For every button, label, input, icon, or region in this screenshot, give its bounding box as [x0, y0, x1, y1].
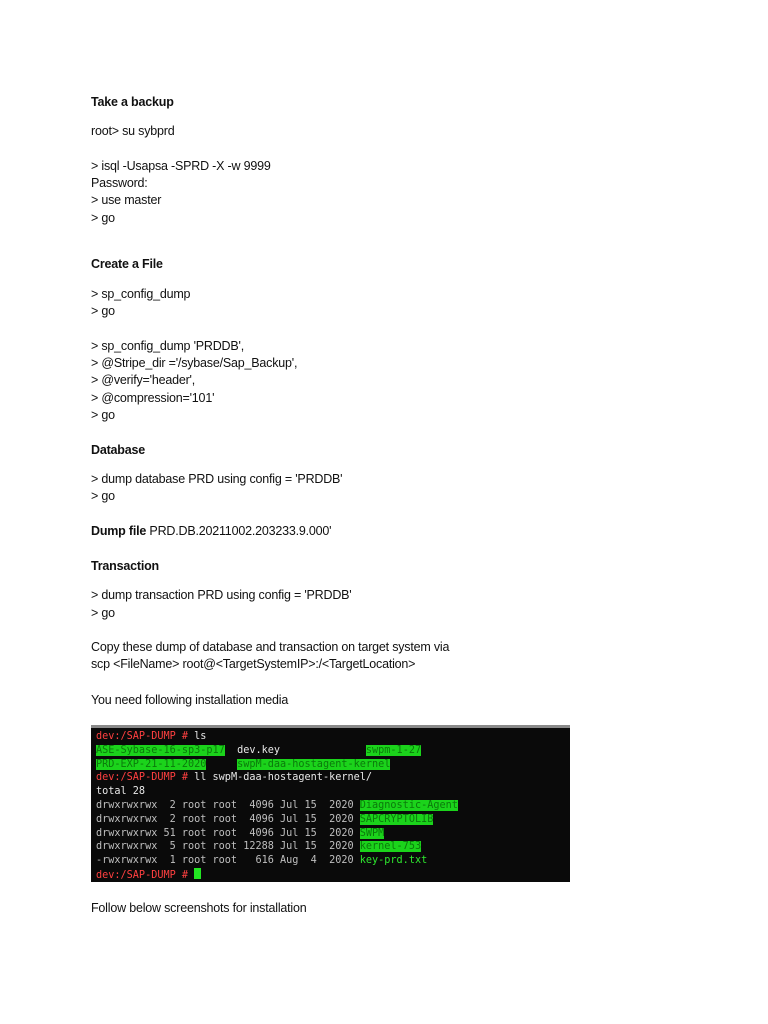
heading-transaction: Transaction: [91, 559, 159, 573]
verify-line: > @verify='header',: [91, 373, 195, 387]
file-entry: key-prd.txt: [359, 855, 428, 867]
copy-instruction-line: Copy these dump of database and transaction on target system via: [91, 640, 450, 654]
dir-entry: kernel-753: [359, 841, 422, 853]
dir-entry: SWPM: [359, 827, 385, 839]
terminal-line: drwxrwxrwx 51 root root 4096 Jul 15 2020 SWPM: [96, 827, 385, 839]
stripe-dir-line: > @Stripe_dir ='/sybase/Sap_Backup',: [91, 356, 298, 370]
config-dump-prddb-line: > sp_config_dump 'PRDDB',: [91, 339, 244, 353]
su-command-line: root> su sybprd: [91, 124, 175, 138]
dump-database-line: > dump database PRD using config = 'PRDDB': [91, 472, 343, 486]
ls-entry: dev.key: [224, 744, 366, 756]
ls-entry: swpM-daa-hostagent-kernel: [237, 758, 391, 770]
dir-entry: SAPCRYPTOLIB: [359, 813, 434, 825]
terminal-line: [96, 730, 570, 744]
terminal-prompt: dev:/SAP-DUMP #: [96, 731, 195, 742]
use-master-line: > use master: [91, 193, 162, 207]
go-line: > go: [91, 304, 115, 318]
installation-media-text: You need following installation media: [91, 693, 289, 707]
go-line: > go: [91, 489, 115, 503]
terminal-line: [96, 868, 570, 882]
terminal-line: drwxrwxrwx 2 root root 4096 Jul 15 2020 SAPCRYPTOLIB: [96, 813, 434, 825]
terminal-line: [96, 758, 570, 772]
terminal-line: [96, 785, 570, 799]
config-dump-line: > sp_config_dump: [91, 287, 191, 301]
ls-entry: swpm-1-27: [365, 744, 422, 756]
terminal-line: [96, 771, 570, 785]
terminal-line: drwxrwxrwx 5 root root 12288 Jul 15 2020 kernel-753: [96, 841, 422, 853]
dump-file-line: [91, 523, 331, 540]
isql-line: > isql -Usapsa -SPRD -X -w 9999: [91, 159, 271, 173]
heading-create-file: Create a File: [91, 257, 163, 271]
go-line: > go: [91, 211, 115, 225]
heading-take-backup: Take a backup: [91, 95, 174, 109]
dump-file-label: Dump file: [91, 524, 147, 538]
dump-transaction-line: > dump transaction PRD using config = 'PRDDB': [91, 588, 352, 602]
compression-line: > @compression='101': [91, 391, 215, 405]
terminal-command: ll swpM-daa-hostagent-kernel/: [194, 772, 373, 784]
terminal-prompt: dev:/SAP-DUMP #: [96, 772, 195, 784]
dump-file-value: PRD.DB.20211002.203233.9.000': [146, 524, 332, 538]
go-line: > go: [91, 606, 115, 620]
ls-entry: ASE-Sybase-16-sp3-p17: [96, 744, 225, 756]
terminal-command: ls: [194, 731, 207, 742]
terminal-prompt: dev:/SAP-DUMP #: [96, 869, 195, 881]
terminal-line: drwxrwxrwx 2 root root 4096 Jul 15 2020 Diagnostic-Agent: [96, 799, 458, 811]
scp-command-line: scp <FileName> root@<TargetSystemIP>:/<TargetLocation>: [91, 657, 416, 671]
terminal-total: total 28: [96, 786, 146, 798]
go-line: > go: [91, 408, 115, 422]
password-line: Password:: [91, 176, 148, 190]
heading-database: Database: [91, 443, 145, 457]
dir-entry: Diagnostic-Agent: [359, 799, 458, 811]
follow-screenshots-text: Follow below screenshots for installation: [91, 901, 307, 915]
ls-entry: PRD-EXP-21-11-2020: [96, 758, 207, 770]
terminal-line: [96, 744, 570, 758]
terminal-line: -rwxrwxrwx 1 root root 616 Aug 4 2020 key-prd.txt: [96, 855, 428, 867]
cursor-icon: [194, 868, 201, 879]
terminal-screenshot: [91, 725, 570, 882]
